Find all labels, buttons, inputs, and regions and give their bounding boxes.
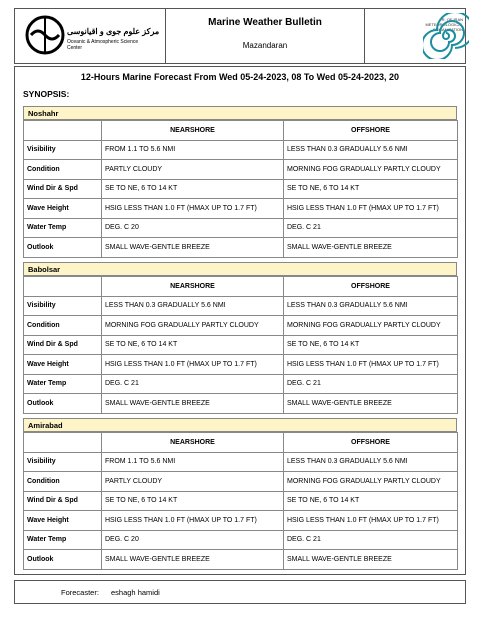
table-row bbox=[24, 472, 458, 492]
bulletin-title: Marine Weather Bulletin bbox=[208, 17, 322, 28]
offshore-value: LESS THAN 0.3 GRADUALLY 5.6 NMI bbox=[284, 452, 458, 472]
nearshore-value: MORNING FOG GRADUALLY PARTLY CLOUDY bbox=[102, 316, 284, 336]
offshore-value: SMALL WAVE-GENTLE BREEZE bbox=[284, 238, 458, 258]
bulletin-region: Mazandaran bbox=[242, 41, 288, 50]
station-section-amirabad bbox=[23, 418, 457, 570]
oasc-logo-block bbox=[15, 9, 165, 63]
nearshore-value: SE TO NE, 6 TO 14 KT bbox=[102, 335, 284, 355]
row-label: Wind Dir & Spd bbox=[24, 179, 102, 199]
table-row bbox=[24, 530, 458, 550]
offshore-value: DEG. C 21 bbox=[284, 374, 458, 394]
nearshore-value: DEG. C 21 bbox=[102, 374, 284, 394]
table-row bbox=[24, 452, 458, 472]
offshore-value: SE TO NE, 6 TO 14 KT bbox=[284, 179, 458, 199]
forecast-panel bbox=[14, 66, 466, 575]
nearshore-header: NEARSHORE bbox=[102, 433, 284, 453]
row-label: Water Temp bbox=[24, 374, 102, 394]
nearshore-value: LESS THAN 0.3 GRADUALLY 5.6 NMI bbox=[102, 296, 284, 316]
offshore-value: SMALL WAVE-GENTLE BREEZE bbox=[284, 394, 458, 414]
table-row bbox=[24, 316, 458, 336]
row-label: Visibility bbox=[24, 452, 102, 472]
table-row bbox=[24, 296, 458, 316]
offshore-header: OFFSHORE bbox=[284, 121, 458, 141]
offshore-value: HSIG LESS THAN 1.0 FT (HMAX UP TO 1.7 FT) bbox=[284, 355, 458, 375]
offshore-value: MORNING FOG GRADUALLY PARTLY CLOUDY bbox=[284, 160, 458, 180]
station-name: Amirabad bbox=[23, 418, 457, 432]
nearshore-value: PARTLY CLOUDY bbox=[102, 472, 284, 492]
offshore-value: HSIG LESS THAN 1.0 FT (HMAX UP TO 1.7 FT) bbox=[284, 511, 458, 531]
nearshore-value: HSIG LESS THAN 1.0 FT (HMAX UP TO 1.7 FT) bbox=[102, 199, 284, 219]
offshore-value: HSIG LESS THAN 1.0 FT (HMAX UP TO 1.7 FT) bbox=[284, 199, 458, 219]
empty-header-cell bbox=[24, 277, 102, 297]
row-label: Wave Height bbox=[24, 511, 102, 531]
irimo-logo-block bbox=[365, 9, 465, 63]
empty-header-cell bbox=[24, 433, 102, 453]
row-label: Wave Height bbox=[24, 355, 102, 375]
row-label: Wave Height bbox=[24, 199, 102, 219]
forecast-title: 12-Hours Marine Forecast From Wed 05-24-2023, 08 To Wed 05-24-2023, 20 bbox=[80, 72, 400, 82]
table-row bbox=[24, 160, 458, 180]
irimo-logo-text: I.R. OF IRAN METEOROLOGICAL ORGANIZATION bbox=[425, 17, 463, 32]
offshore-value: DEG. C 21 bbox=[284, 218, 458, 238]
offshore-value: SE TO NE, 6 TO 14 KT bbox=[284, 335, 458, 355]
forecaster-label: Forecaster: bbox=[61, 588, 99, 597]
offshore-value: MORNING FOG GRADUALLY PARTLY CLOUDY bbox=[284, 472, 458, 492]
nearshore-value: DEG. C 20 bbox=[102, 530, 284, 550]
station-name: Noshahr bbox=[23, 106, 457, 120]
row-label: Wind Dir & Spd bbox=[24, 491, 102, 511]
table-row bbox=[24, 355, 458, 375]
row-label: Water Temp bbox=[24, 530, 102, 550]
station-section-noshahr bbox=[23, 106, 457, 258]
station-section-babolsar bbox=[23, 262, 457, 414]
nearshore-value: SMALL WAVE-GENTLE BREEZE bbox=[102, 550, 284, 570]
forecaster-name: eshagh hamidi bbox=[111, 588, 160, 597]
oasc-logo-icon bbox=[25, 15, 65, 55]
table-row bbox=[24, 218, 458, 238]
table-row bbox=[24, 491, 458, 511]
table-header-row bbox=[24, 433, 458, 453]
nearshore-value: SE TO NE, 6 TO 14 KT bbox=[102, 179, 284, 199]
station-forecast-table bbox=[23, 276, 458, 414]
nearshore-value: FROM 1.1 TO 5.6 NMI bbox=[102, 452, 284, 472]
oasc-logo-english-text: Oceanic & Atmospheric Science Center bbox=[67, 39, 139, 51]
nearshore-value: HSIG LESS THAN 1.0 FT (HMAX UP TO 1.7 FT) bbox=[102, 355, 284, 375]
table-header-row bbox=[24, 277, 458, 297]
offshore-value: SMALL WAVE-GENTLE BREEZE bbox=[284, 550, 458, 570]
row-label: Condition bbox=[24, 160, 102, 180]
nearshore-header: NEARSHORE bbox=[102, 121, 284, 141]
table-row bbox=[24, 550, 458, 570]
nearshore-header: NEARSHORE bbox=[102, 277, 284, 297]
bulletin-title-block bbox=[165, 9, 365, 63]
table-row bbox=[24, 238, 458, 258]
offshore-value: LESS THAN 0.3 GRADUALLY 5.6 NMI bbox=[284, 140, 458, 160]
row-label: Wind Dir & Spd bbox=[24, 335, 102, 355]
row-label: Outlook bbox=[24, 550, 102, 570]
table-row bbox=[24, 374, 458, 394]
offshore-value: LESS THAN 0.3 GRADUALLY 5.6 NMI bbox=[284, 296, 458, 316]
station-forecast-table bbox=[23, 432, 458, 570]
station-name: Babolsar bbox=[23, 262, 457, 276]
irimo-spiral-icon bbox=[423, 13, 469, 59]
table-row bbox=[24, 199, 458, 219]
table-row bbox=[24, 335, 458, 355]
table-row bbox=[24, 394, 458, 414]
station-forecast-table bbox=[23, 120, 458, 258]
nearshore-value: SE TO NE, 6 TO 14 KT bbox=[102, 491, 284, 511]
offshore-header: OFFSHORE bbox=[284, 433, 458, 453]
bulletin-header bbox=[14, 8, 466, 64]
nearshore-value: DEG. C 20 bbox=[102, 218, 284, 238]
nearshore-value: SMALL WAVE-GENTLE BREEZE bbox=[102, 394, 284, 414]
offshore-value: SE TO NE, 6 TO 14 KT bbox=[284, 491, 458, 511]
table-header-row bbox=[24, 121, 458, 141]
empty-header-cell bbox=[24, 121, 102, 141]
synopsis-label: SYNOPSIS: bbox=[23, 89, 70, 99]
offshore-header: OFFSHORE bbox=[284, 277, 458, 297]
row-label: Outlook bbox=[24, 238, 102, 258]
row-label: Visibility bbox=[24, 140, 102, 160]
nearshore-value: PARTLY CLOUDY bbox=[102, 160, 284, 180]
row-label: Visibility bbox=[24, 296, 102, 316]
row-label: Outlook bbox=[24, 394, 102, 414]
offshore-value: MORNING FOG GRADUALLY PARTLY CLOUDY bbox=[284, 316, 458, 336]
table-row bbox=[24, 511, 458, 531]
forecaster-box bbox=[14, 580, 466, 604]
row-label: Water Temp bbox=[24, 218, 102, 238]
nearshore-value: HSIG LESS THAN 1.0 FT (HMAX UP TO 1.7 FT) bbox=[102, 511, 284, 531]
oasc-logo-persian-text: مرکز علوم جوی و اقیانوسی bbox=[67, 27, 160, 36]
row-label: Condition bbox=[24, 316, 102, 336]
nearshore-value: FROM 1.1 TO 5.6 NMI bbox=[102, 140, 284, 160]
offshore-value: DEG. C 21 bbox=[284, 530, 458, 550]
table-row bbox=[24, 140, 458, 160]
nearshore-value: SMALL WAVE-GENTLE BREEZE bbox=[102, 238, 284, 258]
row-label: Condition bbox=[24, 472, 102, 492]
table-row bbox=[24, 179, 458, 199]
